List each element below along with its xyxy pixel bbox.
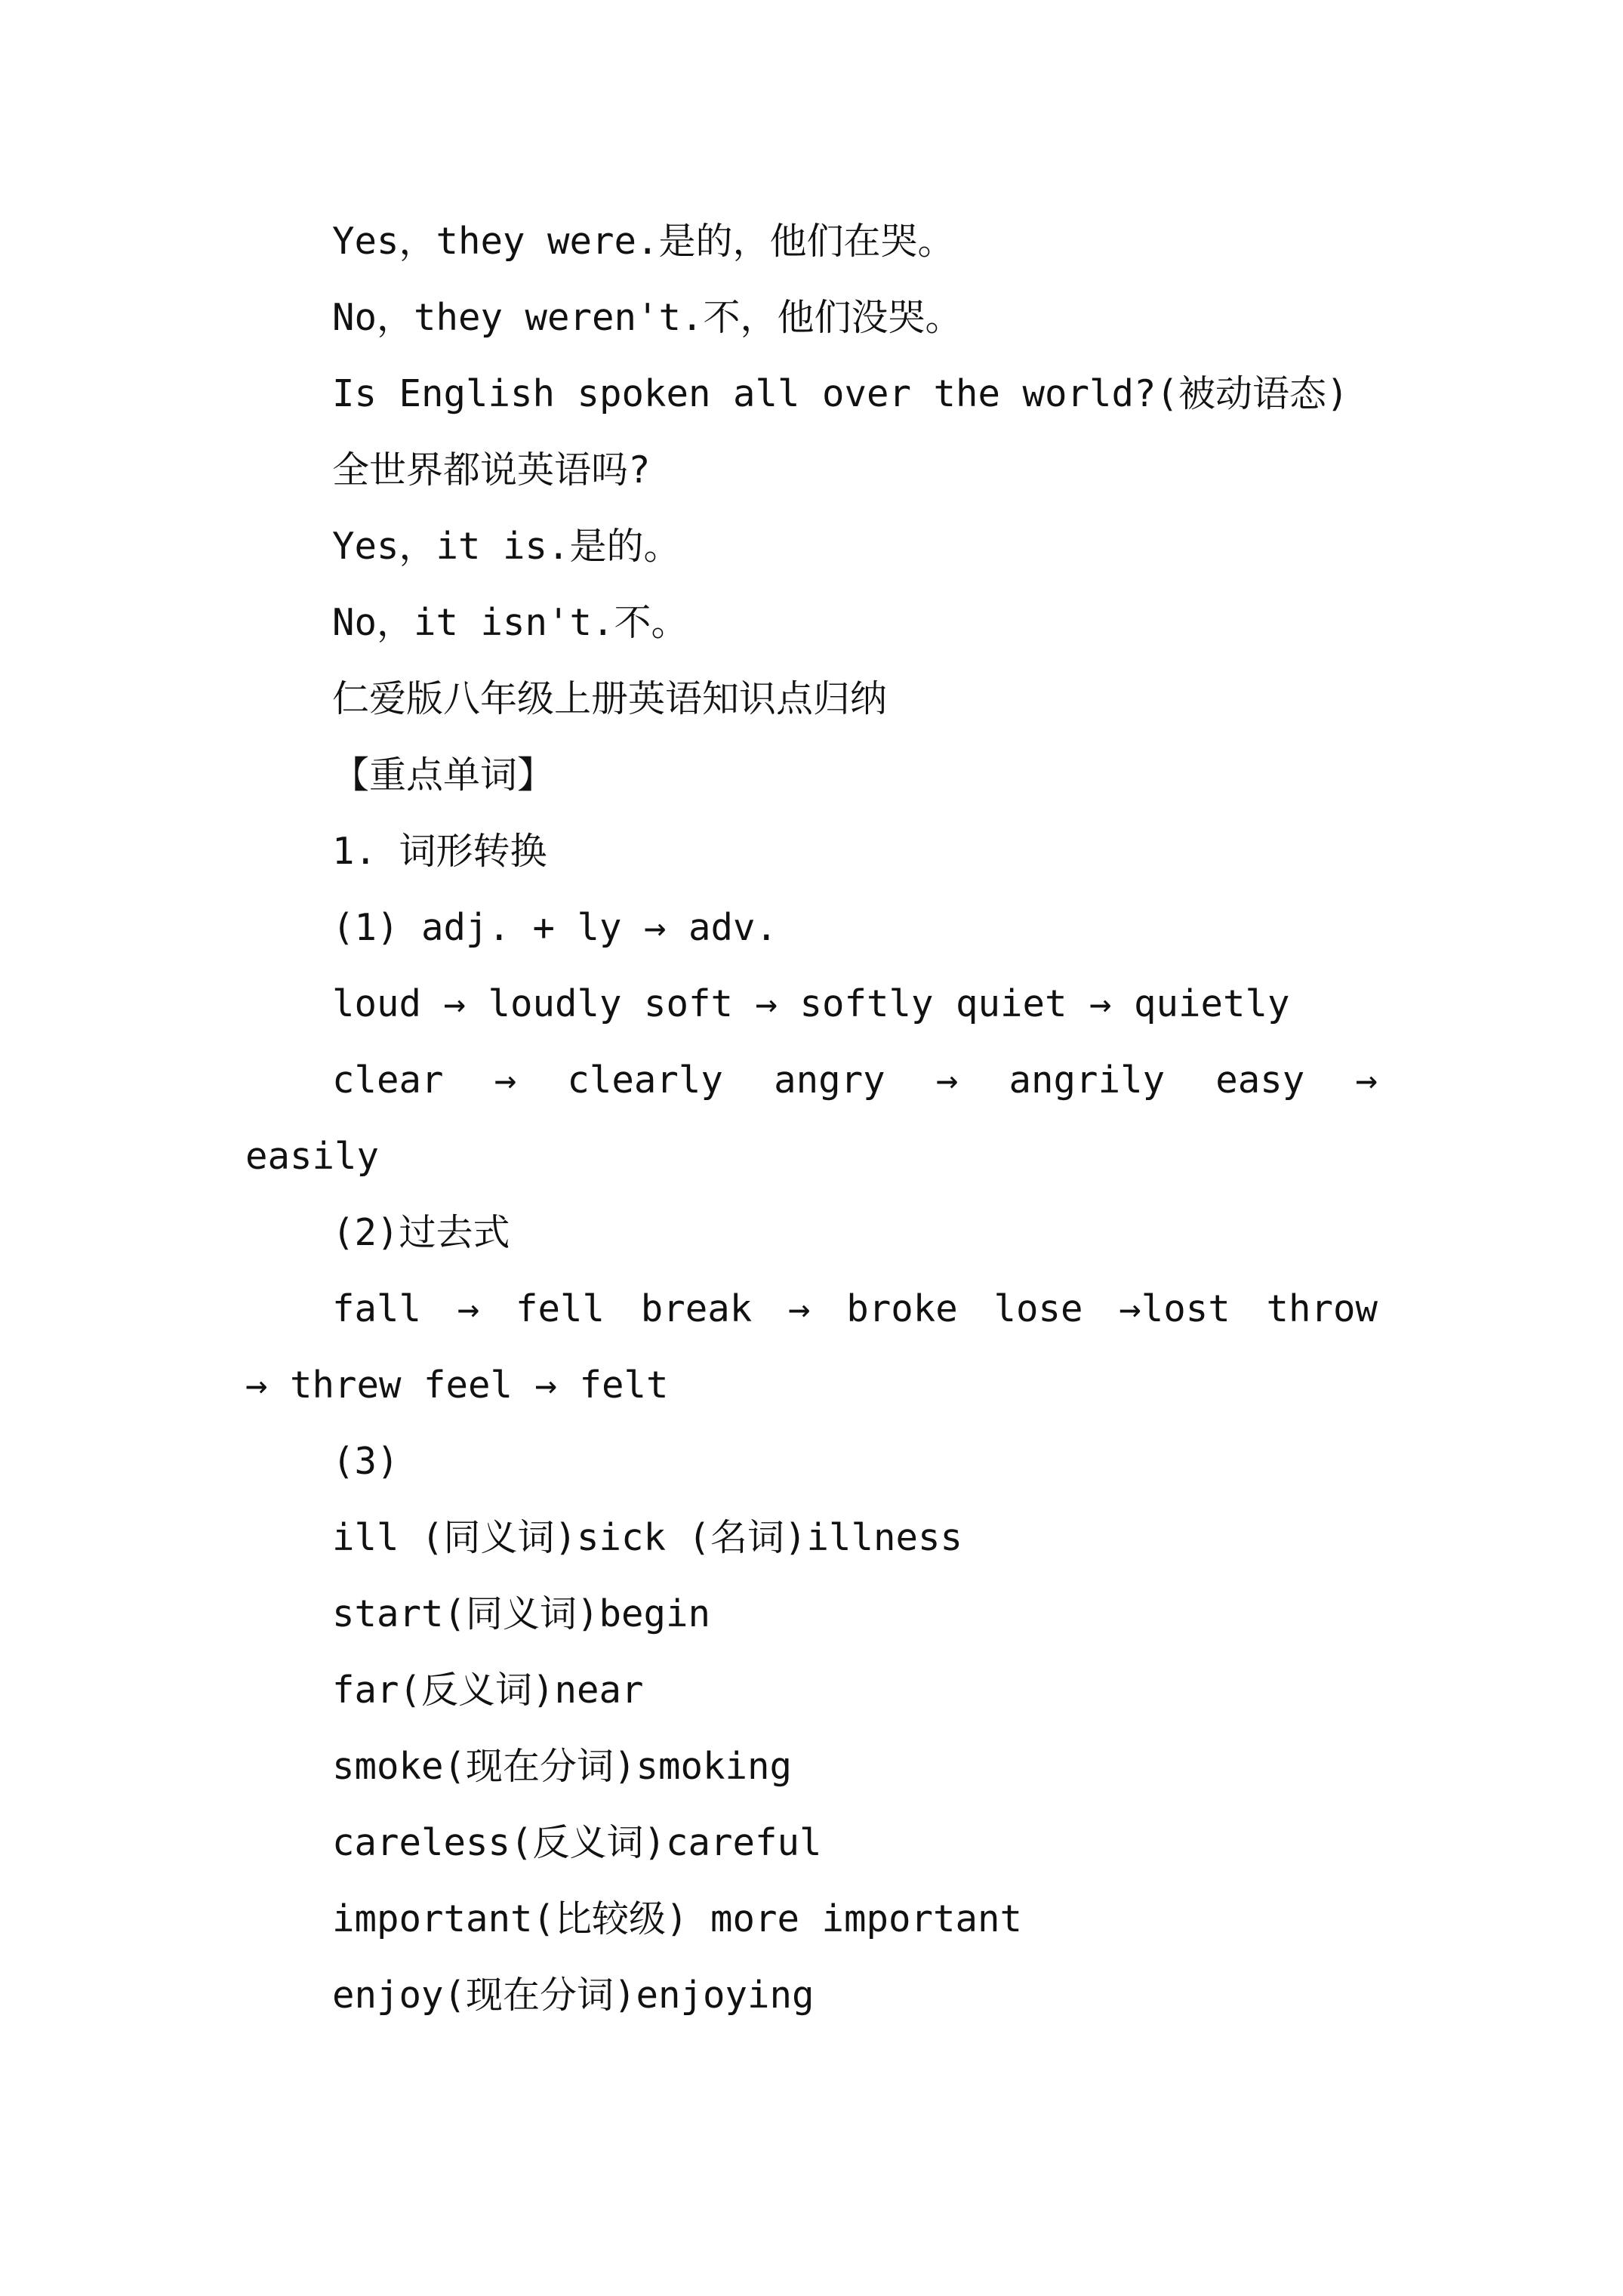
word-line-smoke: smoke(现在分词)smoking xyxy=(332,1745,793,1788)
word-line-far: far(反义词)near xyxy=(332,1669,644,1712)
text-line-yes-it-is: Yes，it is.是的。 xyxy=(332,525,681,568)
text-line-no-they-werent: No，they weren't.不，他们没哭。 xyxy=(332,296,962,339)
section-heading-key-words: 【重点单词】 xyxy=(332,754,555,797)
text-line-question-translation: 全世界都说英语吗? xyxy=(332,448,651,492)
word-line-careless: careless(反义词)careful xyxy=(332,1821,822,1864)
word-list-past-tense-line1: fall → fell break → broke lose →lost throw xyxy=(332,1287,1378,1330)
rule-adj-to-adv: (1) adj. + ly → adv. xyxy=(332,906,778,949)
word-list-adverbs-2-line1: clear → clearly angry → angrily easy → xyxy=(332,1059,1378,1102)
word-line-important: important(比较级) more important xyxy=(332,1897,1023,1940)
word-line-start: start(同义词)begin xyxy=(332,1592,711,1635)
word-list-adverbs-2 xyxy=(245,1058,1378,1179)
document-title: 仁爱版八年级上册英语知识点归纳 xyxy=(332,677,888,720)
text-line-passive-question: Is English spoken all over the world?(被动语态) xyxy=(332,372,1349,415)
word-line-enjoy: enjoy(现在分词)enjoying xyxy=(332,1974,815,2017)
text-line-yes-they-were: Yes，they were.是的，他们在哭。 xyxy=(332,220,955,263)
subheading-word-forms: 1. 词形转换 xyxy=(332,830,547,873)
word-list-adverbs-1: loud → loudly soft → softly quiet → quietly xyxy=(332,982,1290,1025)
subheading-section-3: (3) xyxy=(332,1440,399,1483)
word-line-ill: ill (同义词)sick (名词)illness xyxy=(332,1516,963,1559)
word-list-past-tense xyxy=(245,1287,1378,1408)
text-line-no-it-isnt: No，it isn't.不。 xyxy=(332,601,688,644)
word-list-past-tense-line2: → threw feel → felt xyxy=(245,1364,669,1407)
subheading-past-tense: (2)过去式 xyxy=(332,1211,510,1254)
word-list-adverbs-2-line2: easily xyxy=(245,1135,380,1178)
